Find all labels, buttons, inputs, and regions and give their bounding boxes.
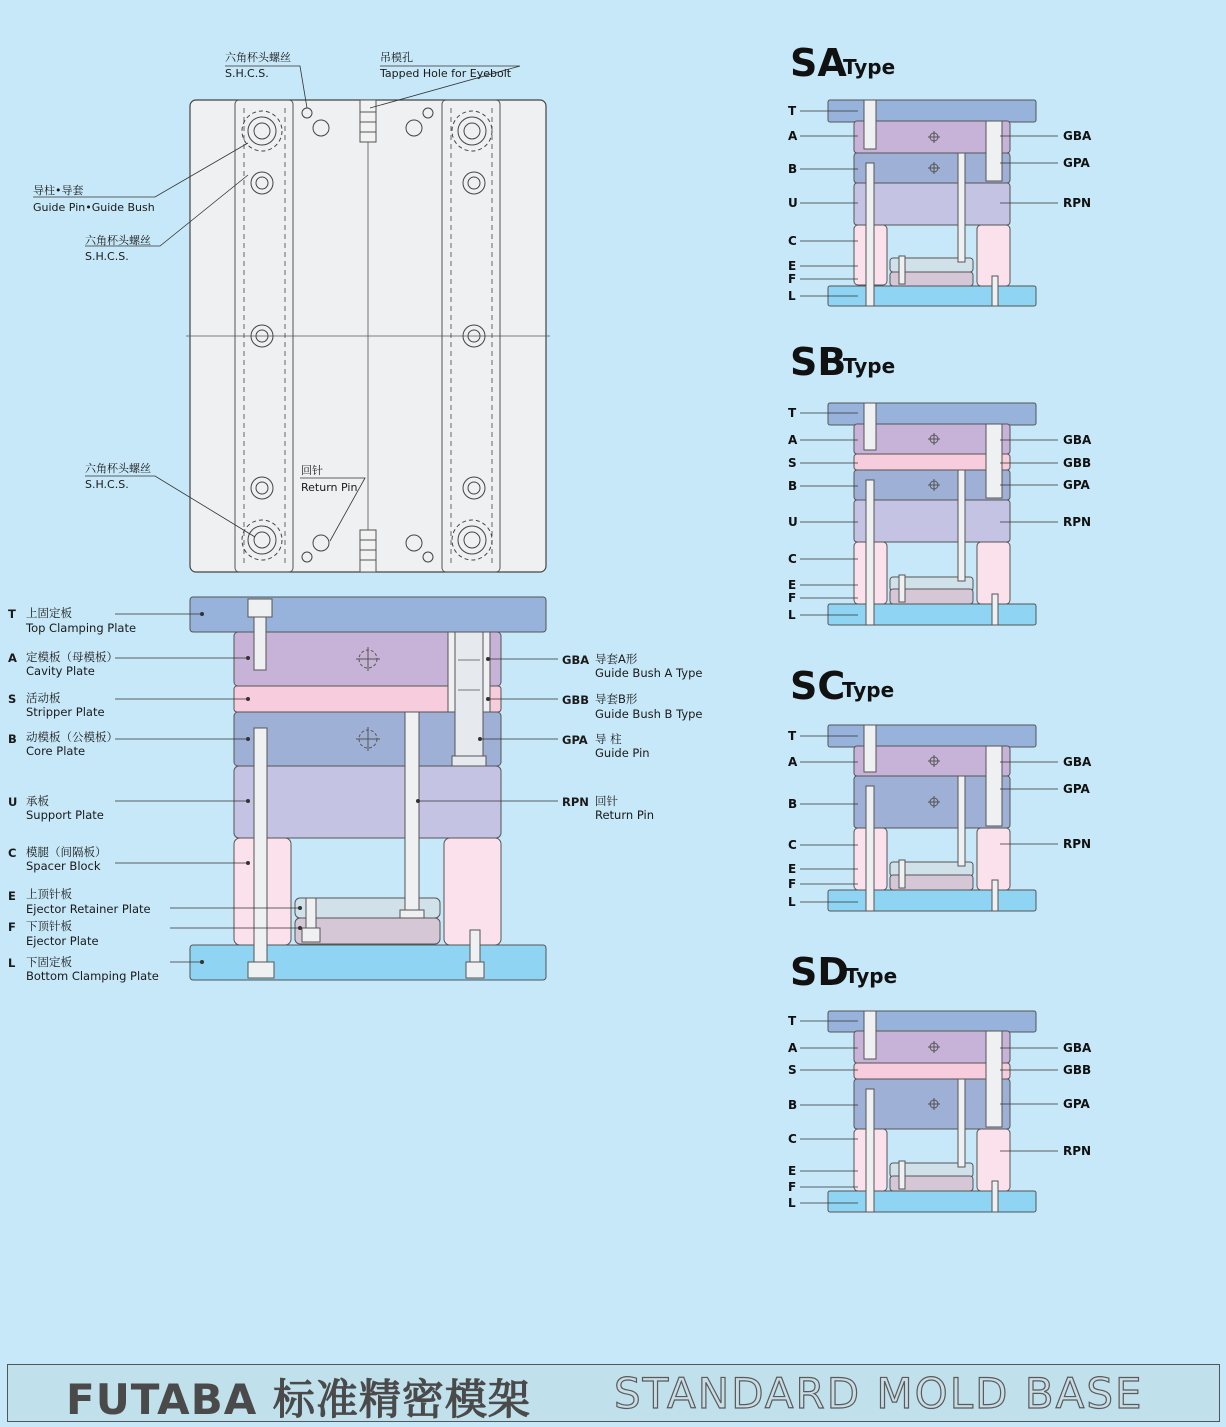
plate-en: Spacer Block — [26, 859, 101, 873]
plate-zh: 动模板（公模板） — [26, 730, 118, 744]
bottom-clamping-plate — [828, 604, 1036, 625]
guide-pin — [986, 1031, 1002, 1127]
footer-title-zh: FUTABA 标准精密模架 — [66, 1375, 531, 1424]
type-sc-diagram — [800, 725, 1058, 911]
type-left-label: U — [788, 515, 798, 529]
type-right-label: RPN — [1063, 515, 1092, 529]
type-right-label: GBA — [1063, 1041, 1092, 1055]
type-right-label: RPN — [1063, 1144, 1092, 1158]
type-right-label: GPA — [1063, 782, 1090, 796]
ejector-screw — [899, 575, 905, 602]
section-right-labels — [562, 652, 703, 822]
top-screw — [864, 100, 876, 149]
type-left-label: E — [788, 862, 797, 876]
type-left-label: T — [788, 729, 797, 743]
type-left-label: U — [788, 196, 798, 210]
top-clamping-plate — [190, 597, 546, 632]
type-left-label: B — [788, 797, 798, 811]
guide-pin — [986, 121, 1002, 181]
bottom-screw — [992, 1181, 998, 1212]
plate-en: Core Plate — [26, 744, 86, 758]
callout-zh: 导柱•导套 — [33, 184, 84, 197]
bottom-clamping-plate — [828, 286, 1036, 306]
callout-en: Return Pin — [301, 481, 358, 494]
part-code: GBB — [562, 693, 589, 707]
plate-zh: 上顶针板 — [26, 887, 72, 901]
type-left-label: A — [788, 129, 798, 143]
plate-code: C — [8, 846, 17, 860]
type-left-label: E — [788, 1164, 797, 1178]
type-left-label: A — [788, 755, 798, 769]
part-code: RPN — [562, 795, 589, 809]
plate-zh: 下固定板 — [26, 955, 72, 969]
ejector-screw — [899, 1161, 905, 1189]
type-left-label: L — [788, 1196, 796, 1210]
type-sb-suffix: Type — [843, 354, 896, 378]
type-sc-suffix: Type — [842, 678, 895, 702]
part-en: Guide Bush B Type — [595, 707, 703, 721]
long-screw — [866, 786, 874, 911]
type-left-label: F — [788, 272, 797, 286]
guide-pin — [986, 424, 1002, 498]
type-left-label: F — [788, 591, 797, 605]
callout-en: Tapped Hole for Eyebolt — [380, 67, 512, 80]
guide-pin — [986, 746, 1002, 826]
top-clamp-plate — [828, 403, 1036, 425]
type-left-label: C — [788, 838, 797, 852]
bottom-clamping-plate — [190, 945, 546, 980]
part-code: GBA — [562, 653, 590, 667]
type-left-label: L — [788, 289, 796, 303]
plate-zh: 下顶针板 — [26, 919, 72, 933]
type-right-label: GBA — [1063, 129, 1092, 143]
return-pin — [958, 470, 965, 581]
type-sd-diagram — [800, 1011, 1058, 1212]
type-sd-name: SD — [790, 950, 849, 994]
type-left-label: T — [788, 406, 797, 420]
plate-en: Cavity Plate — [26, 664, 95, 678]
type-left-label: C — [788, 552, 797, 566]
type-left-label: L — [788, 895, 796, 909]
bottom-screw — [992, 594, 998, 625]
type-left-label: T — [788, 104, 797, 118]
top-screw — [864, 1011, 876, 1059]
part-en: Guide Bush A Type — [595, 666, 703, 680]
type-sa-name: SA — [790, 41, 847, 85]
ejector-screw — [899, 256, 905, 284]
callout-zh: 六角杯头螺丝 — [85, 462, 151, 475]
plate-code: A — [8, 651, 17, 665]
part-zh: 导套B形 — [595, 692, 638, 706]
callout-en: Guide Pin•Guide Bush — [33, 201, 155, 214]
plate-code: T — [8, 607, 16, 621]
plate-en: Ejector Retainer Plate — [26, 902, 151, 916]
section-left-labels — [8, 606, 159, 983]
callout-en: S.H.C.S. — [85, 478, 129, 491]
part-zh: 导 柱 — [595, 732, 622, 746]
type-diagrams — [800, 100, 1058, 1212]
bottom-screw — [992, 880, 998, 911]
plate-zh: 模腿（间隔板） — [26, 845, 107, 859]
type-right-label: GPA — [1063, 478, 1090, 492]
top-view — [33, 66, 550, 572]
type-sc-name: SC — [790, 664, 846, 708]
spacer-block-right — [444, 838, 501, 945]
part-en: Return Pin — [595, 808, 654, 822]
plate-code: L — [8, 956, 16, 970]
bottom-screw — [992, 276, 998, 306]
bottom-clamping-plate — [828, 890, 1036, 911]
part-zh: 回针 — [595, 794, 618, 808]
type-sa-suffix: Type — [843, 55, 896, 79]
support-plate — [234, 766, 501, 838]
type-left-label: C — [788, 234, 797, 248]
part-code: GPA — [562, 733, 588, 747]
type-left-label: C — [788, 1132, 797, 1146]
type-left-label: S — [788, 1063, 797, 1077]
support-plate — [854, 500, 1010, 542]
callout-en: S.H.C.S. — [85, 250, 129, 263]
plate-code: E — [8, 889, 16, 903]
part-zh: 导套A形 — [595, 652, 638, 666]
type-left-label: A — [788, 1041, 798, 1055]
callout-zh: 六角杯头螺丝 — [225, 51, 291, 64]
callout-en: S.H.C.S. — [225, 67, 269, 80]
ejector-screw — [899, 860, 905, 888]
support-plate — [854, 183, 1010, 225]
type-left-label: B — [788, 162, 798, 176]
top-screw — [864, 725, 876, 772]
long-screw — [866, 480, 874, 625]
plate-en: Support Plate — [26, 808, 104, 822]
type-sa-diagram — [800, 100, 1058, 306]
type-left-label: T — [788, 1014, 797, 1028]
type-left-label: S — [788, 456, 797, 470]
plate-code: U — [8, 795, 18, 809]
callout-zh: 回针 — [301, 464, 323, 477]
plate-code: B — [8, 732, 17, 746]
return-pin — [958, 1079, 965, 1167]
top-screw — [864, 403, 876, 450]
return-pin — [958, 776, 965, 866]
plate-en: Bottom Clamping Plate — [26, 969, 159, 983]
plate-zh: 承板 — [26, 794, 49, 808]
type-right-label: GBA — [1063, 755, 1092, 769]
type-left-label: B — [788, 1098, 798, 1112]
type-left-label: A — [788, 433, 798, 447]
return-pin — [958, 153, 965, 262]
type-sb-diagram — [800, 403, 1058, 625]
top-clamp-plate — [828, 100, 1036, 122]
plate-zh: 定模板（母模板） — [26, 650, 118, 664]
type-right-label: GPA — [1063, 1097, 1090, 1111]
type-left-label: E — [788, 259, 797, 273]
type-left-label: B — [788, 479, 798, 493]
footer-banner — [7, 1364, 1220, 1422]
long-screw — [866, 1089, 874, 1212]
top-clamp-plate — [828, 1011, 1036, 1032]
plate-en: Stripper Plate — [26, 705, 105, 719]
section-view — [115, 597, 558, 980]
type-sd-suffix: Type — [845, 964, 898, 988]
type-right-label: GPA — [1063, 156, 1090, 170]
plate-en: Ejector Plate — [26, 934, 99, 948]
type-left-label: F — [788, 1180, 797, 1194]
footer-title-en: STANDARD MOLD BASE — [614, 1369, 1144, 1418]
type-right-label: RPN — [1063, 837, 1092, 851]
type-right-label: GBB — [1063, 1063, 1092, 1077]
bottom-clamping-plate — [828, 1191, 1036, 1212]
type-left-label: F — [788, 877, 797, 891]
type-sb-name: SB — [790, 340, 847, 384]
type-left-label: E — [788, 578, 797, 592]
type-left-label: L — [788, 608, 796, 622]
long-screw — [866, 163, 874, 306]
plate-zh: 活动板 — [26, 691, 61, 705]
plate-zh: 上固定板 — [26, 606, 72, 620]
type-right-label: GBB — [1063, 456, 1092, 470]
part-en: Guide Pin — [595, 746, 650, 760]
type-right-label: GBA — [1063, 433, 1092, 447]
plate-code: F — [8, 920, 16, 934]
top-clamp-plate — [828, 725, 1036, 747]
callout-zh: 六角杯头螺丝 — [85, 234, 151, 247]
type-right-label: RPN — [1063, 196, 1092, 210]
plate-en: Top Clamping Plate — [26, 621, 137, 635]
plate-code: S — [8, 692, 17, 706]
callout-zh: 吊模孔 — [380, 51, 413, 64]
